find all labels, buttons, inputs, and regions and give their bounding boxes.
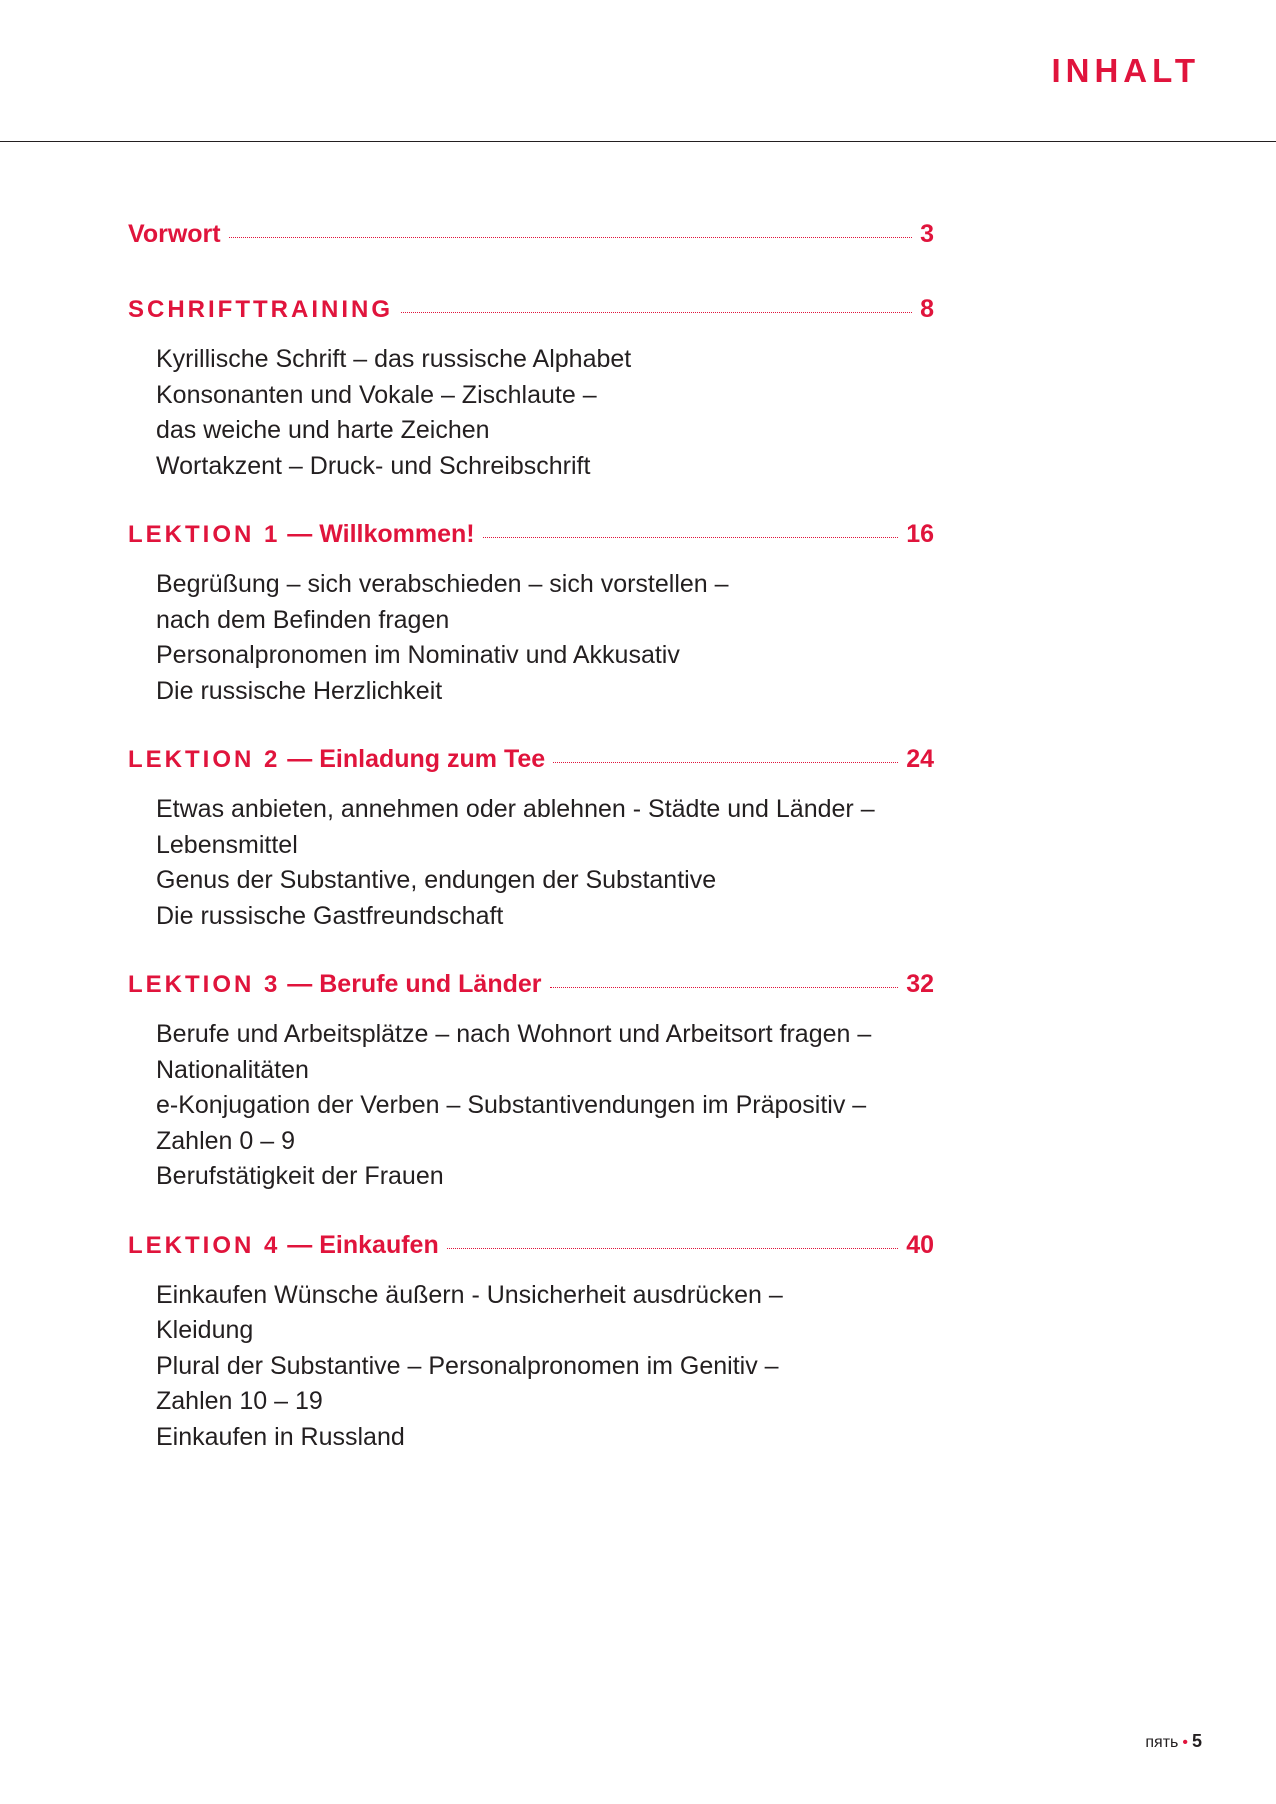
header-divider (0, 141, 1276, 142)
topic-line: Personalpronomen im Nominativ und Akkusativ (156, 641, 680, 669)
topic-list (156, 342, 934, 484)
toc-entry-lektion-3 (128, 970, 934, 1195)
topic-line: Begrüßung – sich verabschieden – sich vorstellen – (156, 570, 729, 598)
title-separator: — (280, 1230, 320, 1259)
topic-line: Lebensmittel (156, 830, 298, 859)
page-number: 8 (920, 295, 934, 323)
page-number: 16 (906, 520, 934, 548)
toc-entry-schrifttraining (128, 295, 934, 484)
entry-title (128, 520, 475, 549)
topic-line: Die russische Herzlichkeit (156, 676, 443, 705)
dot-leader (553, 762, 898, 763)
toc-entry-heading[interactable] (128, 520, 934, 549)
topic-line: Berufe und Arbeitsplätze – nach Wohnort und Arbeitsort fragen – (156, 1020, 872, 1048)
page-title: INHALT (1051, 52, 1200, 89)
topic-line: Einkaufen in Russland (156, 1422, 405, 1451)
topic-line: Kleidung (156, 1316, 254, 1344)
entry-title (128, 1231, 439, 1260)
lesson-title: Berufe und Länder (319, 970, 542, 998)
topic-line: Konsonanten und Vokale – Zischlaute – (156, 380, 597, 409)
entry-title: Vorwort (128, 220, 221, 248)
page-number: 32 (906, 970, 934, 998)
lesson-number: LEKTION 2 (128, 746, 281, 773)
topic-line: das weiche und harte Zeichen (156, 416, 490, 444)
page-number: 24 (906, 745, 934, 773)
dot-leader (401, 312, 912, 313)
topic-line: Die russische Gastfreundschaft (156, 901, 504, 930)
topic-line: nach dem Befinden fragen (156, 605, 450, 634)
entry-title (128, 970, 542, 999)
topic-list (156, 1278, 934, 1456)
title-separator: — (280, 970, 320, 998)
topic-line: Berufstätigkeit der Frauen (156, 1162, 444, 1190)
toc-entry-heading[interactable] (128, 745, 934, 774)
lesson-number: LEKTION 3 (128, 971, 281, 998)
topic-line: Etwas anbieten, annehmen oder ablehnen - Städte und Länder – (156, 795, 875, 823)
footer-page-number: 5 (1191, 1731, 1202, 1751)
lesson-title: Einladung zum Tee (319, 745, 546, 773)
topic-line: Genus der Substantive, endungen der Substantive (156, 866, 717, 894)
toc-entry-heading[interactable] (128, 970, 934, 999)
entry-title (128, 745, 545, 774)
topic-line: e-Konjugation der Verben – Substantivendungen im Präpositiv – (156, 1091, 867, 1119)
topic-line: Zahlen 0 – 9 (156, 1126, 295, 1155)
toc-entry-heading[interactable] (128, 1231, 934, 1260)
toc-entry-vorwort (128, 220, 934, 249)
dot-leader (229, 237, 913, 238)
table-of-contents (128, 220, 934, 1491)
topic-list (156, 1017, 934, 1195)
toc-entry-heading[interactable] (128, 295, 934, 324)
lesson-number: LEKTION 4 (128, 1231, 281, 1259)
lesson-number: LEKTION 1 (128, 521, 281, 548)
toc-entry-lektion-1 (128, 520, 934, 709)
lesson-title: Willkommen! (319, 520, 475, 548)
page-word: пять (1145, 1734, 1179, 1751)
topic-line: Nationalitäten (156, 1055, 309, 1084)
dot-leader (550, 987, 899, 988)
title-separator: — (280, 745, 320, 773)
page-number: 40 (906, 1230, 934, 1259)
topic-list (156, 792, 934, 934)
dot-leader (483, 537, 899, 538)
topic-line: Wortakzent – Druck- und Schreibschrift (156, 451, 591, 480)
topic-line: Zahlen 10 – 19 (156, 1387, 323, 1415)
topic-line: Kyrillische Schrift – das russische Alphabet (156, 345, 632, 373)
dot-leader (447, 1248, 898, 1249)
topic-line: Einkaufen Wünsche äußern - Unsicherheit ausdrücken – (156, 1280, 783, 1309)
toc-entry-lektion-2 (128, 745, 934, 934)
topic-line: Plural der Substantive – Personalpronomen im Genitiv – (156, 1351, 779, 1380)
page-number: 3 (920, 220, 934, 248)
page-footer (1145, 1731, 1202, 1752)
topic-list (156, 567, 934, 709)
toc-entry-heading[interactable] (128, 220, 934, 249)
bullet-separator: • (1182, 1734, 1188, 1751)
entry-title: SCHRIFTTRAINING (128, 296, 393, 323)
title-separator: — (280, 520, 320, 548)
toc-entry-lektion-4 (128, 1231, 934, 1456)
lesson-title: Einkaufen (319, 1230, 439, 1259)
